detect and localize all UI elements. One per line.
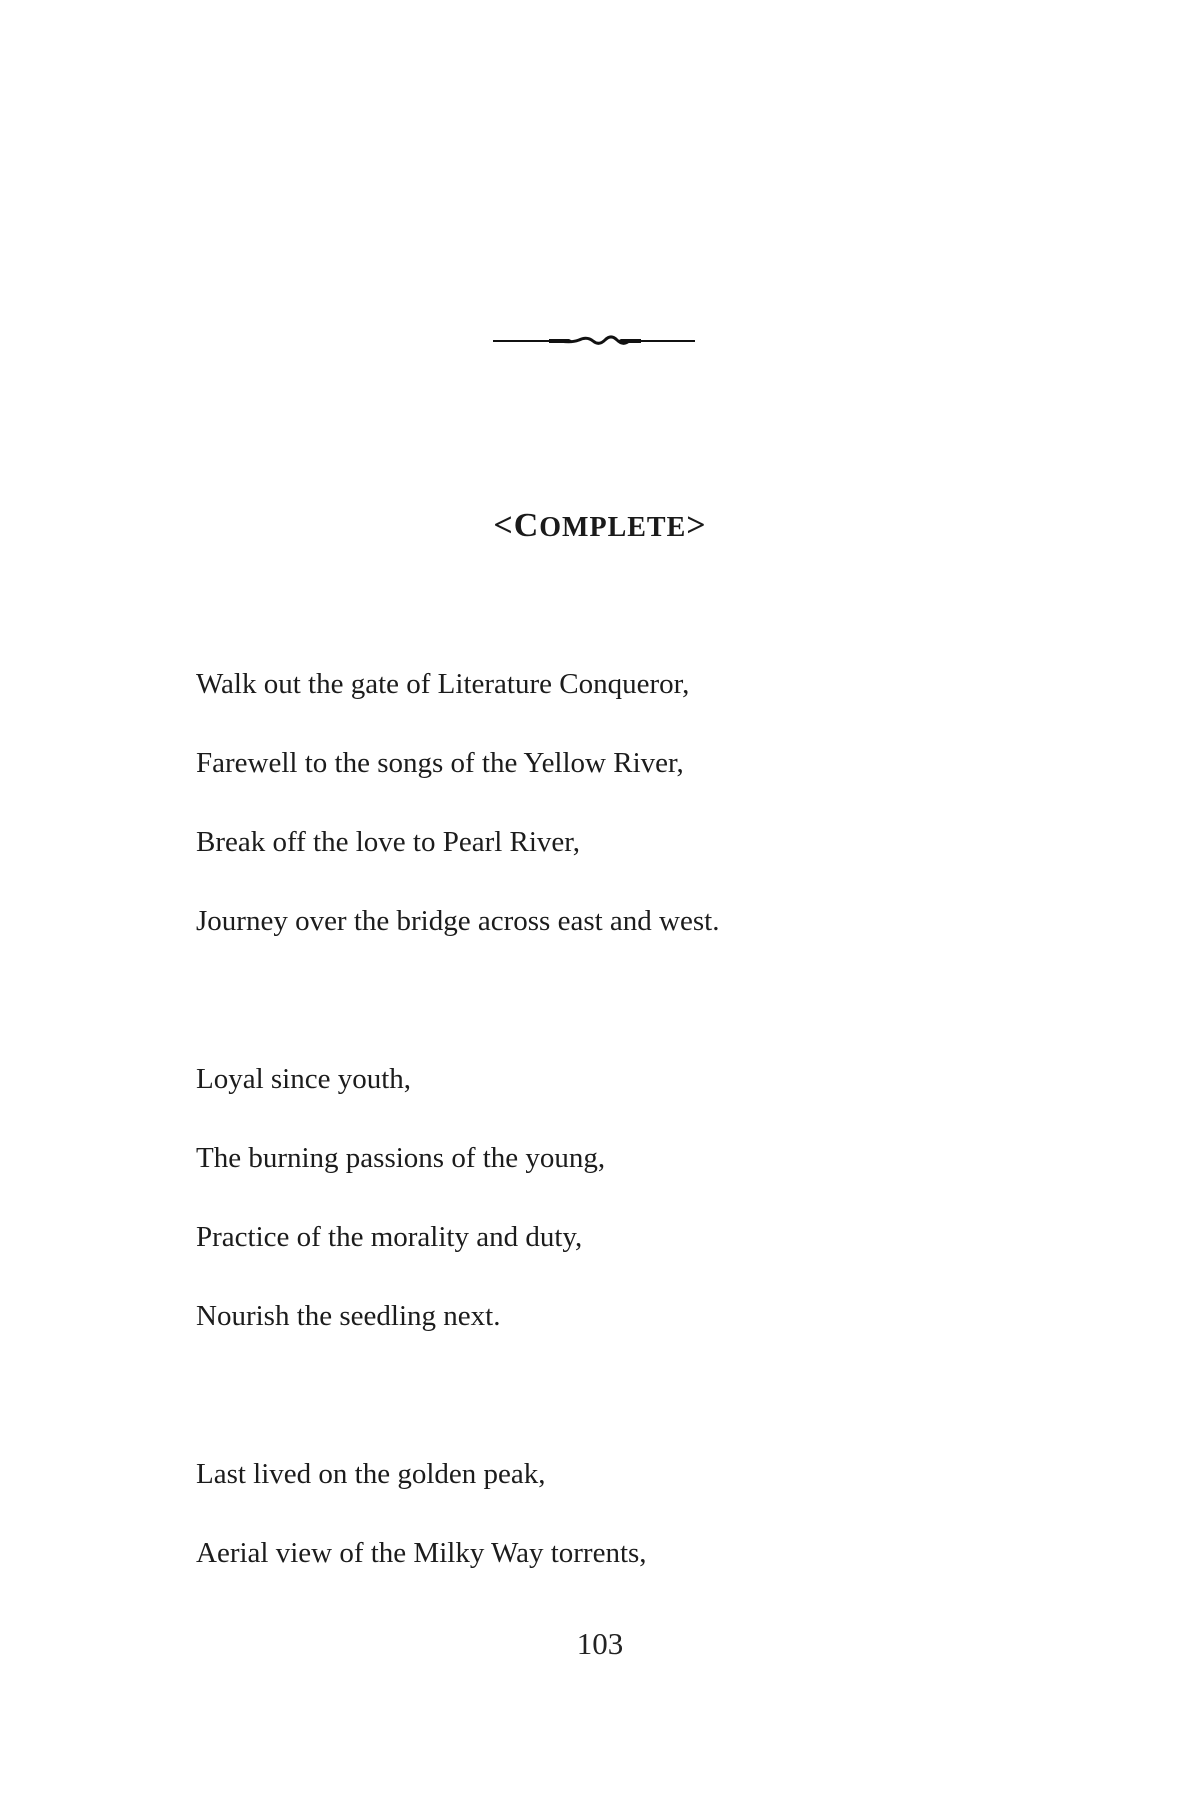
title-initial: C: [513, 507, 540, 544]
poem-line: The burning passions of the young,: [196, 1142, 606, 1174]
flourish-divider-icon: [491, 328, 697, 354]
poem-line: Nourish the seedling next.: [196, 1300, 501, 1332]
poem-title: [0, 506, 1200, 548]
poem-line: Walk out the gate of Literature Conqueror,: [196, 668, 690, 700]
poem-line: Journey over the bridge across east and west.: [196, 905, 720, 937]
poem-line: Aerial view of the Milky Way torrents,: [196, 1537, 647, 1569]
title-rest: OMPLETE: [539, 512, 687, 543]
page-number: 103: [576, 1626, 624, 1661]
title-close-bracket: >: [686, 507, 707, 544]
title-open-bracket: <: [493, 507, 514, 544]
poem-line: Loyal since youth,: [196, 1063, 412, 1095]
poem-line: Practice of the morality and duty,: [196, 1221, 583, 1253]
poem-line: Farewell to the songs of the Yellow River,: [196, 747, 684, 779]
poem-line: Last lived on the golden peak,: [196, 1458, 546, 1490]
poem-line: Break off the love to Pearl River,: [196, 826, 581, 858]
